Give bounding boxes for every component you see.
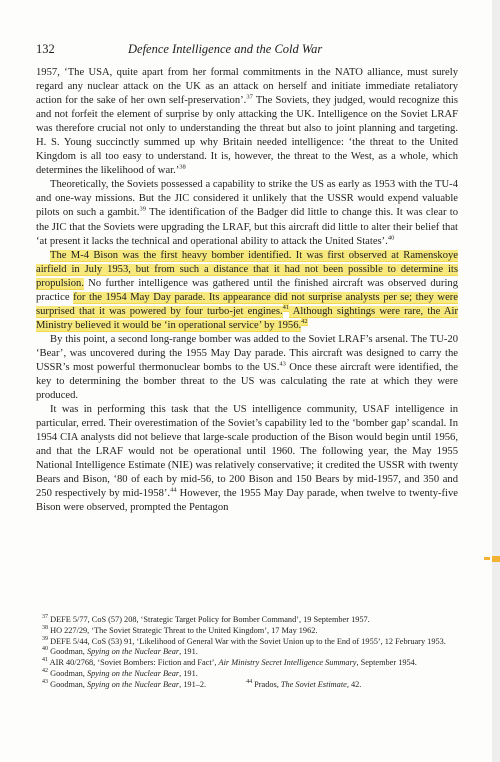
footnote: $^{43}$ Goodman, Spying on the Nuclear Bear, 191–2. — [42, 679, 207, 689]
footnote-ref[interactable]: 42 — [301, 318, 308, 326]
page-header — [36, 42, 464, 58]
paragraph: 1957, ‘The USA, quite apart from her formal commitments in the NATO alliance, must surely regard any nuclear attack on the UK as an attack on herself and initiate immediate retaliatory action for the sake of her own self-preservation’.$^{37}$ The Soviets, they judged, would recognize this and not forfeit the element of surprise by only attacking the UK. Intelligence on the Soviet LRAF was therefore crucial not only to understanding the threat but also to joint planning and targeting. H. S. Young succinctly summed up why Britain needed intelligence: ‘the threat to the United Kingdom is all too easy to understand. It is, however, the threat to the West, as a whole, which determines the likelihood of war.’$^{38}$ — [36, 67, 458, 177]
footnote: $^{39}$ DEFE 5/44, CoS (53) 91, ‘Likelihood of General War with the Soviet Union up to the End of 1955’, 12 February 1953. — [42, 635, 446, 646]
footnote-ref[interactable]: 37 — [246, 93, 253, 101]
footnote: $^{38}$ HO 227/29, ‘The Soviet Strategic Threat to the United Kingdom’, 17 May 1962. — [42, 625, 318, 635]
footnote-ref[interactable]: 41 — [282, 304, 290, 312]
footnote-ref[interactable]: 44 — [170, 486, 177, 494]
footnote: $^{44}$ Prados, The Soviet Estimate, 42. — [246, 679, 362, 689]
scrollbar[interactable] — [492, 0, 500, 762]
highlighted-text[interactable]: The M-4 Bison was the first heavy bomber identified. It was first observed at Ramenskoye airfield in July 1953, but from such a distance that it had not been possible to determine its propulsion. — [36, 249, 458, 289]
scroll-position-marker[interactable] — [492, 556, 500, 562]
footnotes — [36, 615, 458, 691]
footnote: $^{42}$ Goodman, Spying on the Nuclear Bear, 191. — [42, 668, 198, 678]
paragraph: The M-4 Bison was the first heavy bomber identified. It was first observed at Ramenskoye airfield in July 1953, but from such a distance that it had not been possible to determine its propulsion. No further intelligence was gathered until the finished aircraft was observed during practice for the 1954 May Day parade. Its appearance did not surprise analysts per se; they were surprised that it was powered by four turbo-jet engines.$^{41}$ Although sightings were rare, the Air Ministry believed it would be ‘in operational service’ by 1956.42 — [36, 249, 458, 331]
footnote-ref[interactable]: 38 — [179, 163, 186, 171]
highlighted-text[interactable]: Although sightings were rare, the Air Ministry believed it would be ‘in operational service’ by 1956. — [36, 305, 458, 331]
footnote: $^{40}$ Goodman, Spying on the Nuclear Bear, 191. — [42, 646, 198, 657]
footnote-ref[interactable]: 43 — [279, 360, 286, 368]
paragraph: By this point, a second long-range bomber was added to the Soviet LRAF’s arsenal. The TU-20 ‘Bear’, was uncovered during the 1955 May Day parade. This aircraft was designed to carry the USSR’s most powerful thermonuclear bombs to the US.$^{43}$ Once these aircraft were identified, the key to determining the bomber threat to the US was calculating the rate at which they were produced. — [36, 333, 458, 402]
footnote: $^{41}$ AIR 40/2768, ‘Soviet Bombers: Fiction and Fact’, Air Ministry Secret Intelligence Summary, September 1954. — [42, 657, 417, 668]
body-text — [36, 66, 458, 516]
highlighted-text[interactable]: for the 1954 May Day parade. Its appearance did not surprise analysts per se; they were surprised that it was powered by four turbo-jet engines. — [36, 291, 458, 317]
running-title: Defence Intelligence and the Cold War — [128, 42, 323, 56]
footnote-ref[interactable]: 39 — [139, 205, 146, 213]
paragraph: Theoretically, the Soviets possessed a capability to strike the US as early as 1953 with the TU-4 and one-way missions. But the JIC considered it unlikely that the USSR would expend valuable pilots on such a gambit.$^{39}$ The identification of the Badger did little to change this. It was clear to the JIC that the Soviets were upgrading the LRAF, but this aircraft did little to alter their belief that ‘at present it lacks the technical and operational ability to attack the United States’.$^{40}$ — [36, 179, 458, 247]
footnote-ref[interactable]: 40 — [387, 234, 395, 242]
footnote-row — [36, 680, 458, 691]
footnote: $^{37}$ DEFE 5/77, CoS (57) 208, ‘Strategic Target Policy for Bomber Command’, 19 September 1957. — [42, 614, 370, 624]
scroll-marker-tick — [484, 557, 490, 560]
paragraph: It was in performing this task that the US intelligence community, USAF intelligence in particular, erred. Their overestimation of the Soviet’s capability led to the ‘bomber gap’ scandal. In 1954 CIA analysts did not believe that large-scale production of the Bison would begin until 1956, and that the LRAF would not be operational until 1960. The following year, the May 1955 National Intelligence Estimate (NIE) was relatively conservative; it credited the USSR with twenty Bears and Bison, ‘80 of each by mid-56, to 200 Bison and 150 Bears by mid-1957, and 350 and 250 respectively by mid-1958’.$^{44}$ However, the 1955 May Day parade, when twelve to twenty-five Bison were observed, prompted the Pentagon — [36, 404, 458, 514]
page-number: 132 — [36, 42, 55, 56]
